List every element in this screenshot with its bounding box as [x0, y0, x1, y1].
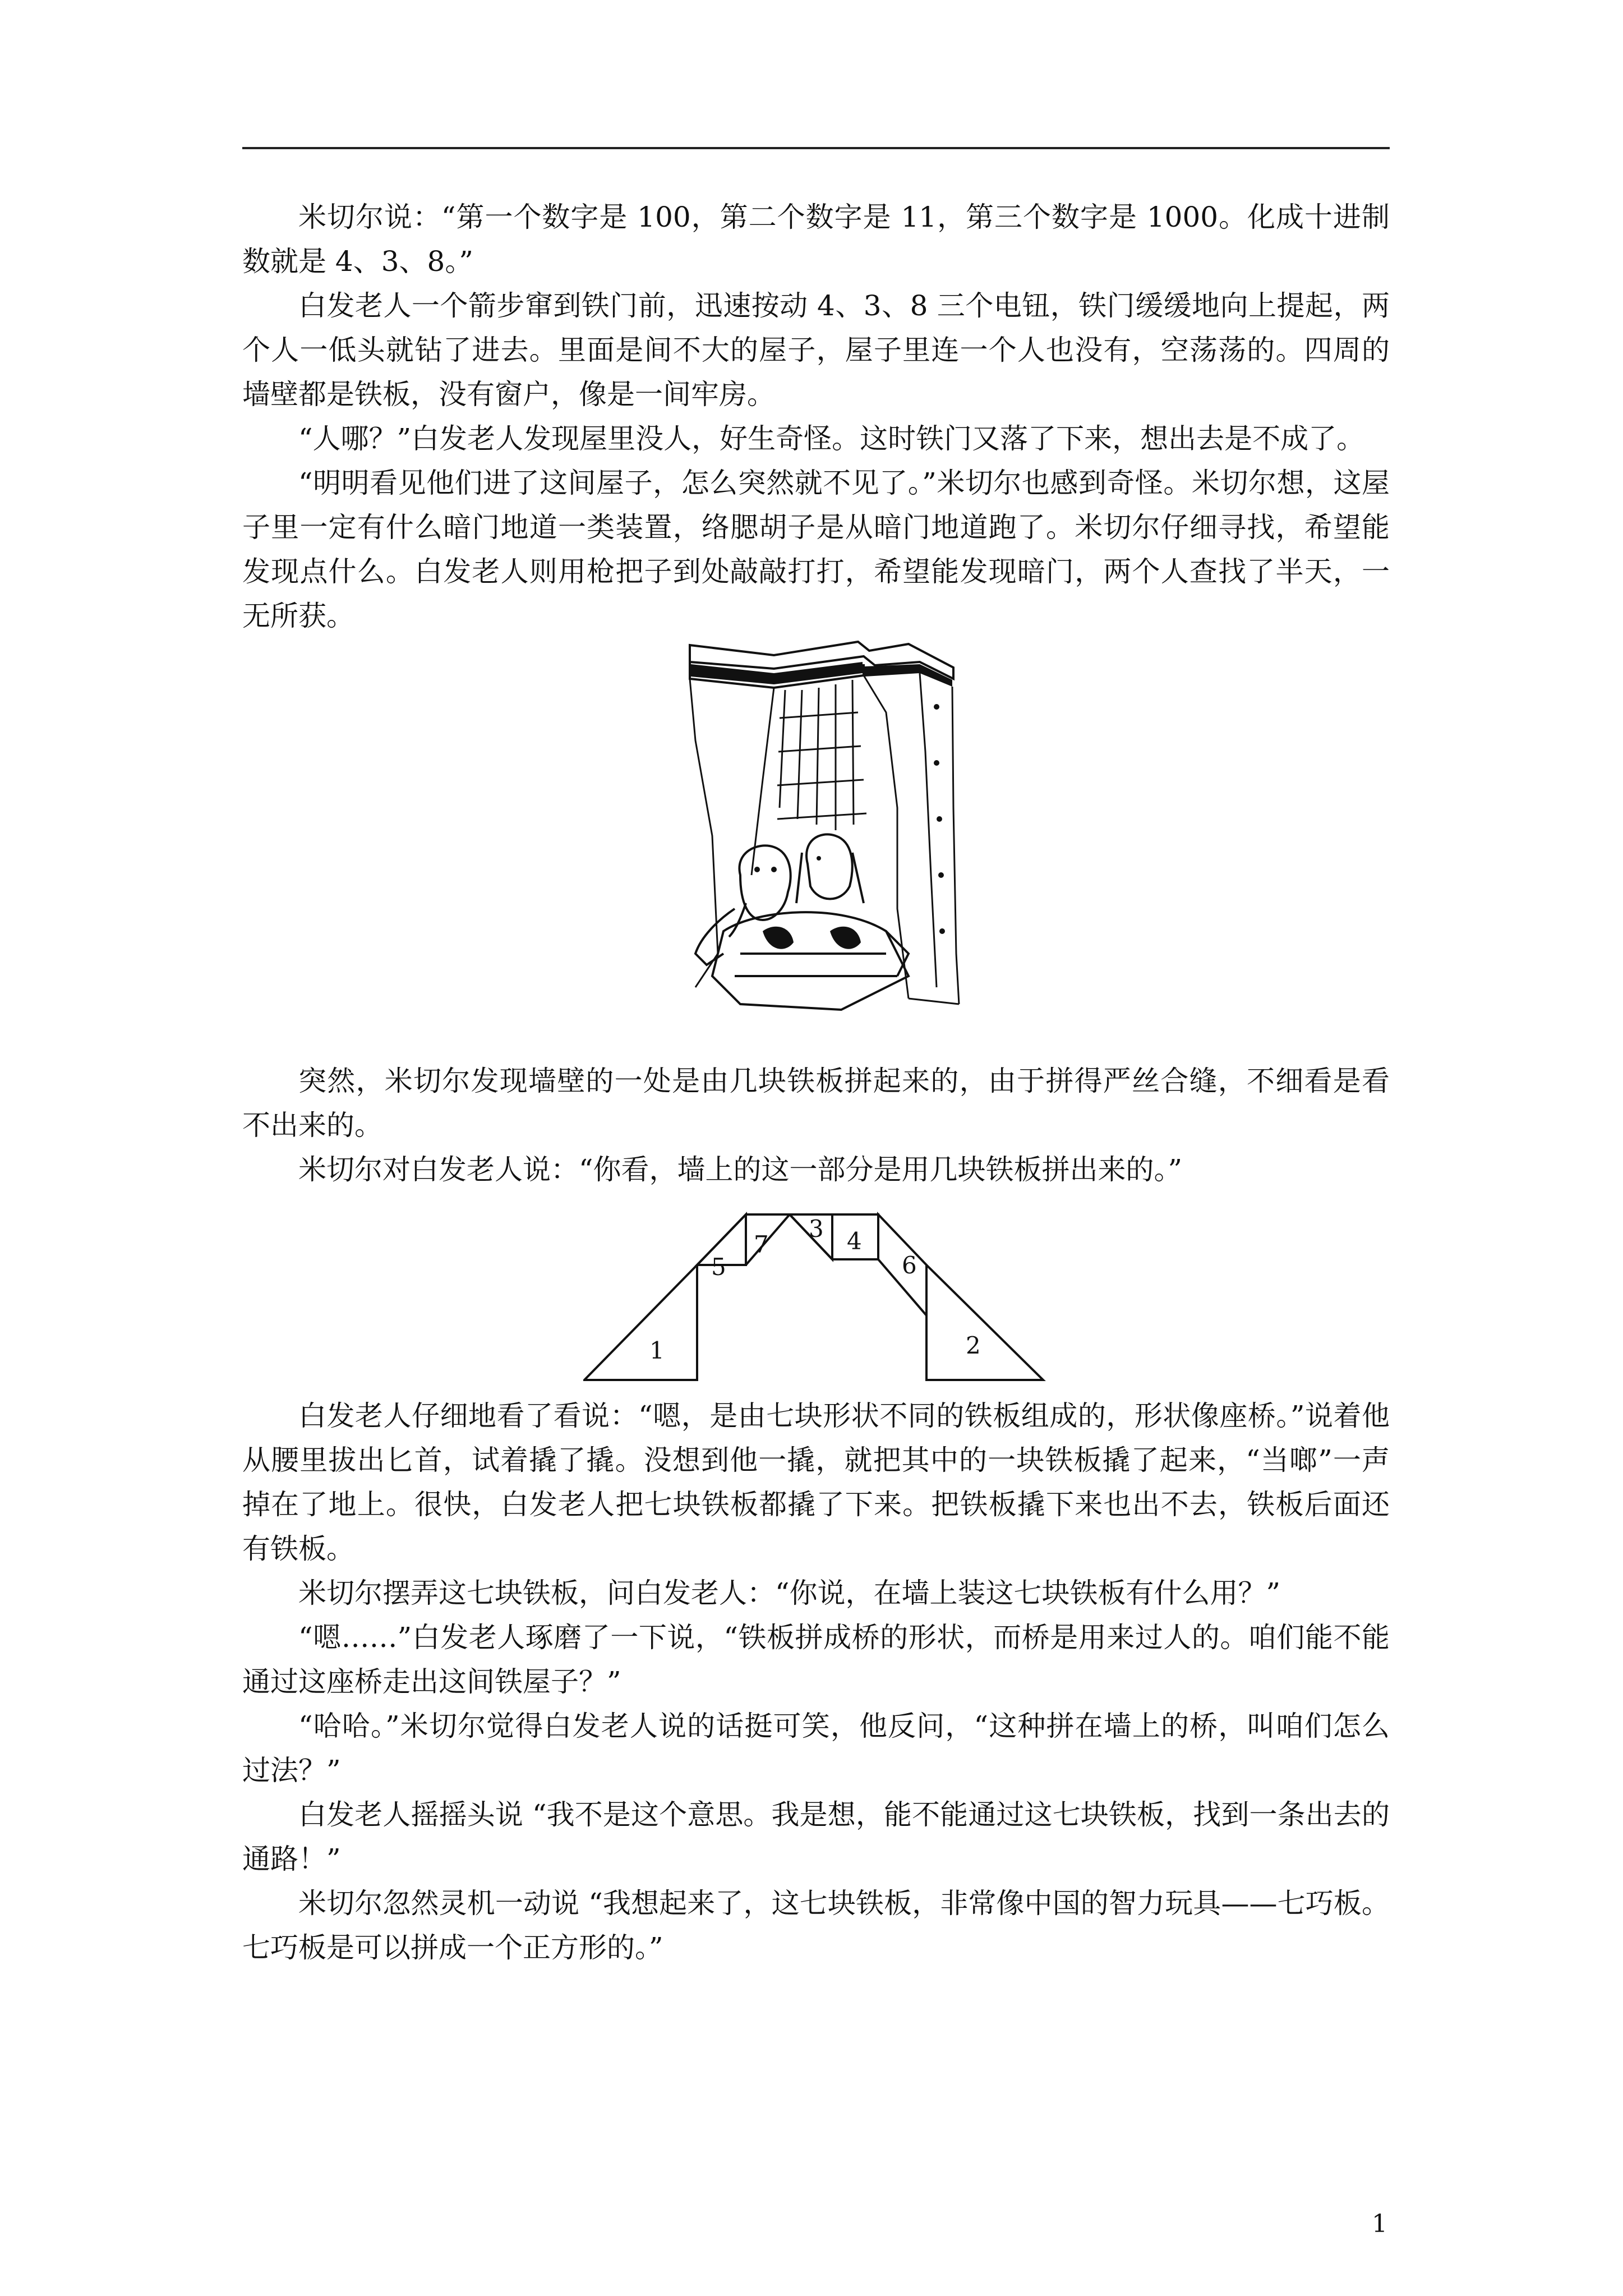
tangram-label-7: 7	[754, 1231, 769, 1258]
bridge-tangram-figure	[583, 1203, 1049, 1383]
tangram-piece-4	[790, 1214, 878, 1259]
room-illustration	[673, 639, 976, 1032]
tangram-label-3: 3	[809, 1215, 824, 1243]
paragraph: 米切尔摆弄这七块铁板，问白发老人：“你说，在墙上装这七块铁板有什么用？”	[298, 1577, 1281, 1609]
paragraph: 突然，米切尔发现墙壁的一处是由几块铁板拼起来的，由于拼得严丝合缝，不细看是看不出来的。	[242, 1065, 1390, 1142]
paragraph: “哈哈。”米切尔觉得白发老人说的话挺可笑，他反问，“这种拼在墙上的桥，叫咱们怎么过法？”	[242, 1710, 1390, 1787]
text-block-middle	[242, 1059, 1390, 1192]
paragraph: 白发老人一个箭步窜到铁门前，迅速按动 4、3、8 三个电钮，铁门缓缓地向上提起，两个人一低头就钻了进去。里面是间不大的屋子，屋子里连一个人也没有，空荡荡的。四周的墙壁都是铁板，没有窗户，像是一间牢房。	[242, 289, 1390, 411]
paragraph: 米切尔忽然灵机一动说 “我想起来了，这七块铁板，非常像中国的智力玩具——七巧板。七巧板是可以拼成一个正方形的。”	[242, 1887, 1390, 1964]
text-block-top	[242, 195, 1390, 638]
page-number: 1	[1372, 2210, 1387, 2238]
paragraph: 白发老人仔细地看了看说：“嗯，是由七块形状不同的铁板组成的，形状像座桥。”说着他从腰里拔出匕首，试着撬了撬。没想到他一撬，就把其中的一块铁板撬了起来，“当啷”一声掉在了地上。很快，白发老人把七块铁板都撬了下来。把铁板撬下来也出不去，铁板后面还有铁板。	[242, 1400, 1390, 1565]
paragraph: “明明看见他们进了这间屋子，怎么突然就不见了。”米切尔也感到奇怪。米切尔想，这屋子里一定有什么暗门地道一类装置，络腮胡子是从暗门地道跑了。米切尔仔细寻找，希望能发现点什么。白发老人则用枪把子到处敲敲打打，希望能发现暗门，两个人查找了半天，一无所获。	[242, 467, 1390, 632]
bridge-tangram-drawing	[583, 1203, 1049, 1383]
tangram-label-1: 1	[649, 1337, 665, 1364]
tangram-piece-1	[584, 1265, 697, 1380]
paragraph: “人哪？”白发老人发现屋里没人，好生奇怪。这时铁门又落了下来，想出去是不成了。	[298, 422, 1365, 455]
text-block-bottom	[242, 1394, 1390, 1970]
tangram-label-6: 6	[902, 1251, 917, 1279]
header-rule	[242, 147, 1390, 149]
tangram-label-4: 4	[847, 1227, 862, 1255]
paragraph: 米切尔对白发老人说：“你看，墙上的这一部分是用几块铁板拼出来的。”	[298, 1153, 1183, 1186]
tangram-label-5: 5	[711, 1253, 726, 1281]
tangram-piece-2	[926, 1265, 1043, 1380]
paragraph: 米切尔说：“第一个数字是 100，第二个数字是 11，第三个数字是 1000。化成十进制数就是 4、3、8。”	[242, 201, 1390, 278]
paragraph: “嗯……”白发老人琢磨了一下说，“铁板拼成桥的形状，而桥是用来过人的。咱们能不能通过这座桥走出这间铁屋子？”	[242, 1621, 1390, 1698]
room-illustration-drawing	[673, 639, 976, 1032]
tangram-label-2: 2	[966, 1332, 981, 1359]
paragraph: 白发老人摇摇头说 “我不是这个意思。我是想，能不能通过这七块铁板，找到一条出去的通路！”	[242, 1798, 1390, 1875]
